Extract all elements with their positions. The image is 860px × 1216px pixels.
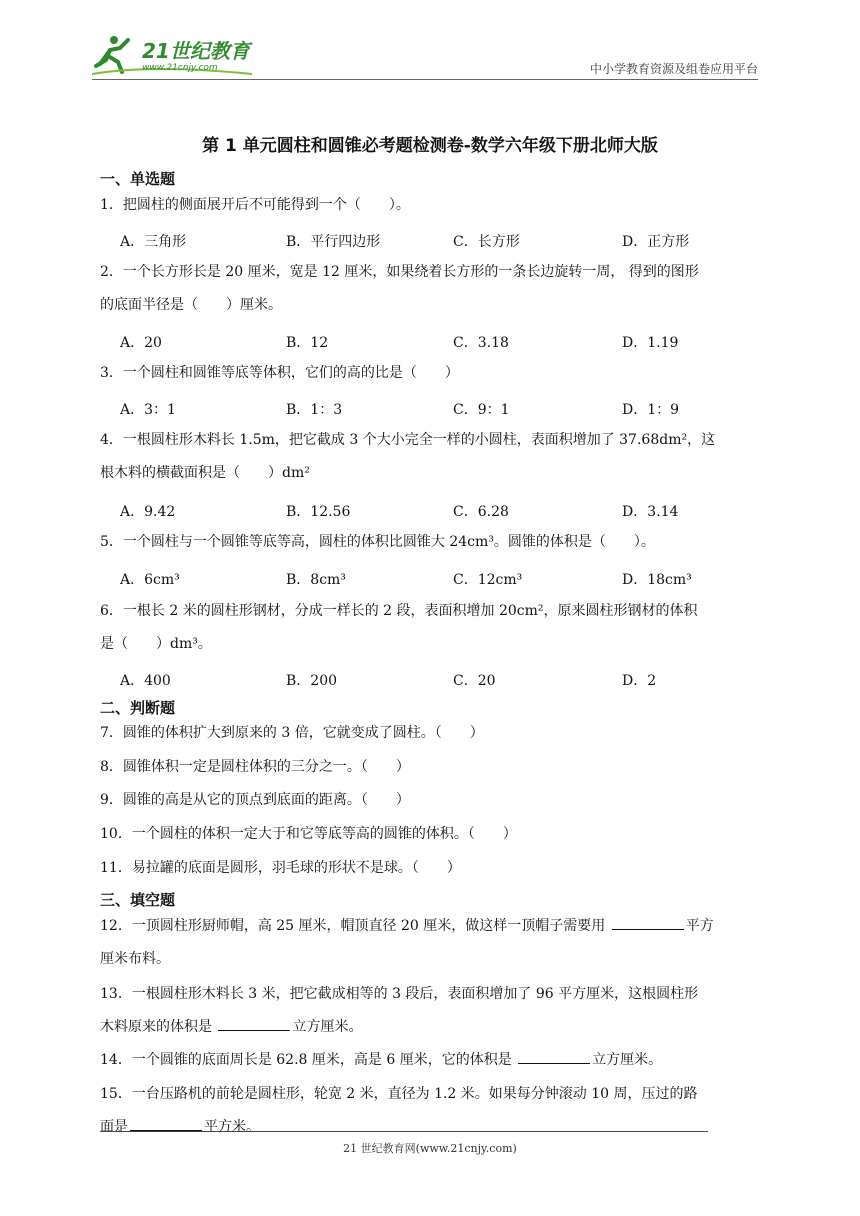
option: D．3.14 bbox=[622, 504, 679, 520]
question-11: 11．易拉罐的底面是圆形，羽毛球的形状不是球。（ ） bbox=[100, 860, 461, 876]
question-8: 8．圆锥体积一定是圆柱体积的三分之一。（ ） bbox=[100, 759, 410, 775]
question-5-options bbox=[120, 569, 760, 589]
question-2-line-1: 2．一个长方形长是 20 厘米，宽是 12 厘米，如果绕着长方形的一条长边旋转一周， 得到的图形 bbox=[100, 264, 699, 280]
option: D．18cm³ bbox=[622, 572, 692, 588]
text: 平方 bbox=[685, 918, 714, 934]
question-9: 9．圆锥的高是从它的顶点到底面的距离。（ ） bbox=[100, 792, 410, 808]
text: 12．一顶圆柱形厨师帽，高 25 厘米，帽顶直径 20 厘米，做这样一顶帽子需要用 bbox=[100, 918, 610, 934]
question-1: 1．把圆柱的侧面展开后不可能得到一个（ ）。 bbox=[100, 197, 410, 213]
question-2-options bbox=[120, 332, 760, 352]
question-6-line-2: 是（ ）dm³。 bbox=[100, 636, 212, 652]
svg-text:21世纪教育: 21世纪教育 bbox=[142, 39, 250, 63]
question-12-line-1 bbox=[100, 910, 760, 943]
header-platform-text: 中小学教育资源及组卷应用平台 bbox=[589, 62, 758, 76]
question-14 bbox=[100, 1044, 760, 1077]
option: C．长方形 bbox=[453, 234, 520, 250]
option: B．200 bbox=[286, 673, 338, 689]
option: A．6cm³ bbox=[120, 572, 180, 588]
site-logo[interactable] bbox=[92, 34, 262, 78]
footer-divider bbox=[100, 1131, 708, 1132]
section-heading-single-choice: 一、单选题 bbox=[100, 170, 176, 188]
question-13 bbox=[100, 978, 760, 1044]
option: C．3.18 bbox=[453, 335, 509, 351]
question-1-options bbox=[120, 231, 760, 251]
question-15 bbox=[100, 1078, 760, 1144]
question-3-options bbox=[120, 399, 760, 419]
text: 14．一个圆锥的底面周长是 62.8 厘米，高是 6 厘米，它的体积是 bbox=[100, 1052, 517, 1068]
option: B．平行四边形 bbox=[286, 234, 381, 250]
text: 木料原来的体积是 bbox=[100, 1019, 217, 1035]
question-6-line-1: 6．一根长 2 米的圆柱形钢材，分成一样长的 2 段，表面积增加 20cm²，原来圆柱形钢材的体积 bbox=[100, 603, 698, 619]
option: B．12 bbox=[286, 335, 329, 351]
text: 面是 bbox=[100, 1119, 128, 1135]
question-12 bbox=[100, 910, 760, 976]
question-2 bbox=[100, 256, 760, 322]
option: D．正方形 bbox=[622, 234, 690, 250]
header-divider bbox=[92, 79, 758, 80]
option: B．12.56 bbox=[286, 504, 351, 520]
option: C．6.28 bbox=[453, 504, 509, 520]
answer-blank[interactable] bbox=[218, 1016, 290, 1031]
option: D．2 bbox=[622, 673, 657, 689]
answer-blank[interactable] bbox=[518, 1049, 590, 1064]
page-header bbox=[92, 30, 758, 80]
section-heading-fill-blank: 三、填空题 bbox=[100, 891, 176, 909]
question-4-line-2: 根木料的横截面积是（ ）dm² bbox=[100, 465, 310, 481]
question-4-line-1: 4．一根圆柱形木料长 1.5m，把它截成 3 个大小完全一样的小圆柱，表面积增加了 37.68dm²，这 bbox=[100, 432, 716, 448]
svg-text:www.21cnjy.com: www.21cnjy.com bbox=[142, 63, 218, 73]
option: A．9.42 bbox=[120, 504, 176, 520]
question-3: 3．一个圆柱和圆锥等底等体积，它们的高的比是（ ） bbox=[100, 365, 459, 381]
option: B．8cm³ bbox=[286, 572, 346, 588]
question-2-line-2: 的底面半径是（ ）厘米。 bbox=[100, 297, 282, 313]
option: C．9：1 bbox=[453, 402, 510, 418]
option: A．400 bbox=[120, 673, 171, 689]
question-15-line-1: 15．一台压路机的前轮是圆柱形，轮宽 2 米，直径为 1.2 米。如果每分钟滚动 10 周，压过的路 bbox=[100, 1086, 698, 1102]
question-6-options bbox=[120, 670, 760, 690]
text: 立方厘米。 bbox=[292, 1019, 363, 1035]
option: D．1：9 bbox=[622, 402, 680, 418]
option: C．20 bbox=[453, 673, 496, 689]
option: A．20 bbox=[120, 335, 162, 351]
text: 平方米。 bbox=[204, 1119, 260, 1135]
question-6 bbox=[100, 595, 760, 661]
answer-blank[interactable] bbox=[130, 1116, 202, 1131]
option: D．1.19 bbox=[622, 335, 679, 351]
document-title: 第 1 单元圆柱和圆锥必考题检测卷-数学六年级下册北师大版 bbox=[202, 136, 658, 156]
option: A．三角形 bbox=[120, 234, 187, 250]
question-13-line-2 bbox=[100, 1011, 760, 1044]
option: C．12cm³ bbox=[453, 572, 523, 588]
question-12-line-2: 厘米布料。 bbox=[100, 951, 170, 967]
question-4 bbox=[100, 424, 760, 490]
question-10: 10．一个圆柱的体积一定大于和它等底等高的圆锥的体积。（ ） bbox=[100, 826, 517, 842]
option: B．1：3 bbox=[286, 402, 343, 418]
option: A．3：1 bbox=[120, 402, 176, 418]
answer-blank[interactable] bbox=[612, 915, 684, 930]
text: 立方厘米。 bbox=[592, 1052, 663, 1068]
footer-text[interactable]: 21 世纪教育网(www.21cnjy.com) bbox=[343, 1142, 517, 1155]
question-13-line-1: 13．一根圆柱形木料长 3 米，把它截成相等的 3 段后，表面积增加了 96 平方厘米，这根圆柱形 bbox=[100, 986, 699, 1002]
question-4-options bbox=[120, 501, 760, 521]
section-heading-true-false: 二、判断题 bbox=[100, 699, 176, 717]
question-7: 7．圆锥的体积扩大到原来的 3 倍，它就变成了圆柱。（ ） bbox=[100, 725, 484, 741]
question-5: 5．一个圆柱与一个圆锥等底等高，圆柱的体积比圆锥大 24cm³。圆锥的体积是（ ）。 bbox=[100, 534, 655, 550]
